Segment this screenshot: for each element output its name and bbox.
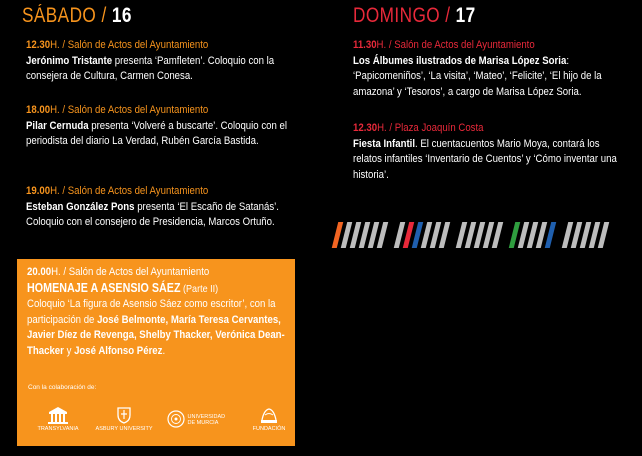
event-speaker: Pilar Cernuda [26, 119, 89, 132]
decor-stripe [598, 222, 609, 248]
day-number: 17 [455, 4, 476, 27]
featured-event-part: (Parte II) [180, 283, 219, 295]
event-speaker: Los Álbumes ilustrados de Marisa López Soria [353, 54, 567, 67]
featured-event-box [17, 259, 295, 446]
event-description: Fiesta Infantil. El cuentacuentos Mario Moya, contará los relatos infantiles ‘Inventario de Cuentos’ y ‘Cómo inventar una historia’. [353, 137, 617, 181]
featured-event-title: HOMENAJE A ASENSIO SÁEZ (Parte II) [27, 281, 219, 295]
logo-label: UNIVERSIDAD DE MURCIA [187, 414, 226, 426]
day-slash: / [101, 4, 107, 27]
sunday-heading [353, 4, 476, 28]
day-number: 16 [111, 4, 132, 27]
decorative-stripes [335, 222, 620, 248]
decor-stripe [439, 222, 450, 248]
logo-label: ASBURY UNIVERSITY [95, 426, 153, 432]
event-description: Esteban González Pons presenta ‘El Escaño de Satanás’. Coloquio con el consejero de Presidencia, Marcos Ortuño. [26, 200, 279, 229]
event-time: 12.30H. / Plaza Joaquín Costa [353, 122, 484, 134]
event-speaker: Jerónimo Tristante [26, 54, 113, 67]
fundacion-logo [249, 399, 289, 439]
event-speaker: Esteban González Pons [26, 200, 135, 213]
asbury-logo [95, 399, 153, 439]
event-item [353, 38, 625, 100]
event-time: 18.00H. / Salón de Actos del Ayuntamiento [26, 104, 209, 116]
day-name: SÁBADO [22, 4, 97, 27]
decor-stripe [492, 222, 503, 248]
participant-last: José Alfonso Pérez [74, 344, 163, 357]
event-time: 19.00H. / Salón de Actos del Ayuntamiento [26, 185, 209, 197]
participants-list: José Belmonte, María Teresa Cervantes, Javier Díez de Revenga, Shelby Thacker, Verónica Dean-Thacker [27, 313, 285, 357]
logo-label: TRANSYLVANIA [37, 426, 79, 432]
decor-stripe [545, 222, 556, 248]
day-slash: / [445, 4, 451, 27]
event-item [26, 103, 288, 150]
murcia-seal [165, 399, 227, 439]
transylvania-logo [35, 399, 81, 439]
event-item [353, 121, 625, 183]
saturday-heading [22, 4, 132, 28]
event-description: Jerónimo Tristante presenta ‘Pamfleten’. Coloquio con la consejera de Cultura, Carmen Conesa. [26, 54, 275, 83]
decor-stripe [377, 222, 388, 248]
event-speaker: Fiesta Infantil [353, 137, 416, 150]
featured-event-time: 20.00H. / Salón de Actos del Ayuntamiento [27, 266, 210, 278]
event-item [26, 38, 288, 85]
sponsor-logos [27, 399, 292, 439]
event-item [26, 184, 288, 231]
event-time: 11.30H. / Salón de Actos del Ayuntamiento [353, 39, 535, 51]
event-time: 12.30H. / Salón de Actos del Ayuntamiento [26, 39, 209, 51]
event-description: Los Álbumes ilustrados de Marisa López Soria: ‘Papicomeniños’, ‘La visita’, ‘Mateo’, ‘Felicite’, ‘El hijo de la amazona’ y ‘Tesoros’, a cargo de Marisa López Soria. [353, 54, 602, 98]
featured-event-description: Coloquio ‘La figura de Asensio Sáez como escritor’, con la participación de José Belmonte, María Teresa Cervantes, Javier Díez de Revenga, Shelby Thacker, Verónica Dean-Thacker y José Alfonso Pérez. [27, 298, 285, 357]
event-description: Pilar Cernuda presenta ‘Volveré a buscarte’. Coloquio con el periodista del diario La Verdad, Rubén García Bastida. [26, 119, 287, 148]
collaboration-label: Con la colaboración de: [28, 384, 97, 391]
logo-label: FUNDACIÓN [252, 426, 286, 432]
day-name: DOMINGO [353, 4, 441, 27]
